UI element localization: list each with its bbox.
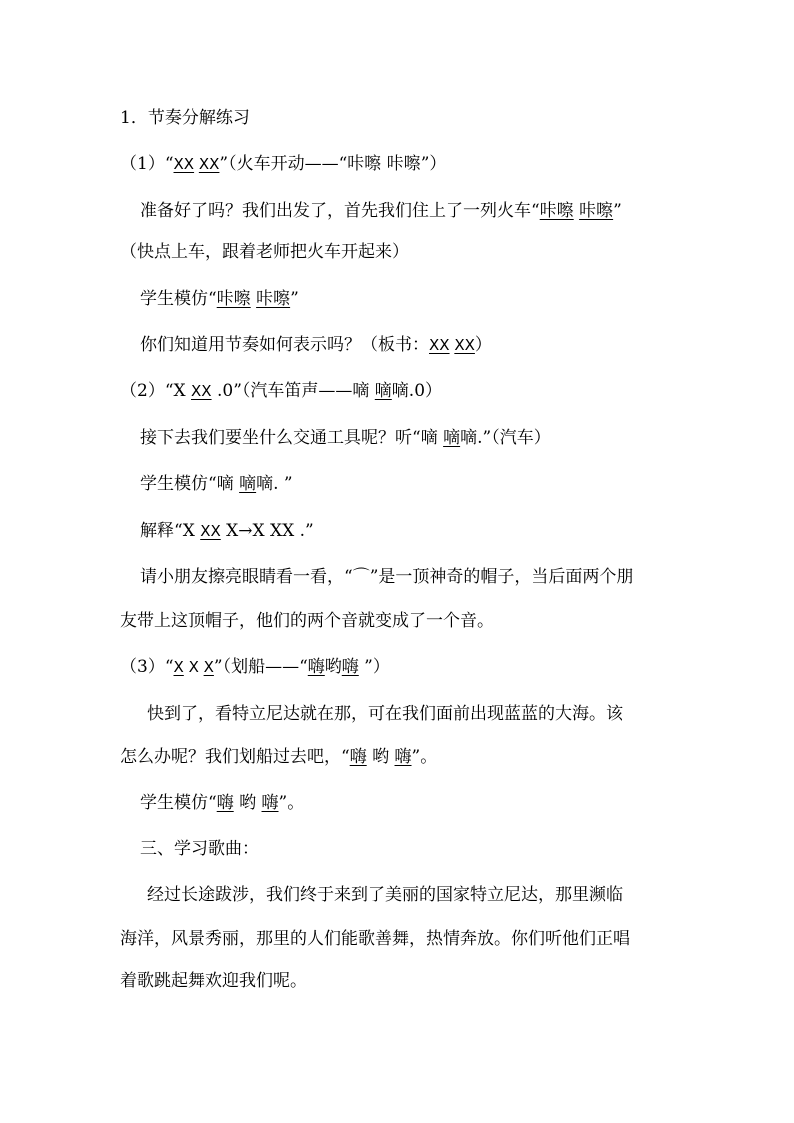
item-3-desc: ”（划船——“ — [213, 657, 308, 677]
paragraph-6-text: 解释“X — [140, 521, 201, 541]
underlined-rhythm: XX — [191, 382, 212, 400]
underlined-word: 嘀 — [443, 428, 461, 448]
paragraph-1 — [140, 200, 622, 222]
paragraph-3 — [140, 334, 492, 356]
item-2-label: （2）“X — [120, 381, 192, 401]
item-3-desc-end: ”） — [358, 657, 390, 677]
paragraph-6-end: X→X XX .” — [220, 521, 314, 541]
underlined-rhythm: X — [203, 658, 214, 676]
paragraph-1-text: 准备好了吗？我们出发了，首先我们住上了一列火车“ — [140, 201, 540, 221]
rhythm-a: XX — [173, 155, 195, 173]
paragraph-5-text: 学生模仿“嘀 — [140, 474, 240, 494]
item-1-desc: ”（火车开动——“咔嚓 咔嚓”） — [219, 154, 447, 174]
paragraph-8b-end: ”。 — [411, 747, 438, 767]
item-3 — [120, 656, 390, 678]
quote-close: ” — [290, 289, 299, 309]
paragraph-5-end: 嘀. ” — [256, 474, 293, 494]
paragraph-3-text: 你们知道用节奏如何表示吗？（板书： — [140, 335, 429, 355]
paragraph-5 — [140, 473, 293, 495]
paragraph-10c: 着歌跳起舞欢迎我们呢。 — [120, 971, 307, 991]
underlined-rhythm: XX — [200, 522, 221, 540]
paragraph-6 — [140, 520, 314, 542]
underlined-rhythm: X — [173, 658, 184, 676]
paragraph-10b: 海洋，风景秀丽，那里的人们能歌善舞，热情奔放。你们听他们正唱 — [120, 929, 630, 949]
quote-close: ” — [613, 201, 622, 221]
item-3-label: （3）“ — [120, 657, 174, 677]
item-2-desc: .0”（汽车笛声——嘀 — [211, 381, 375, 401]
item-1 — [120, 153, 446, 175]
underlined-word: 嗨 — [307, 657, 325, 677]
paragraph-4 — [140, 427, 551, 449]
paragraph-10a: 经过长途跋涉，我们终于来到了美丽的国家特立尼达，那里濒临 — [147, 885, 623, 905]
rhythm-b: XX — [198, 155, 220, 173]
paragraph-9 — [140, 792, 304, 814]
section-3-heading: 三、学习歌曲： — [140, 839, 259, 859]
paragraph-7a: 请小朋友擦亮眼睛看一看，“⌒”是一顶神奇的帽子，当后面两个朋 — [140, 567, 634, 587]
underlined-word: 咔嚓 — [539, 201, 574, 221]
item-3-word: 哟 — [324, 657, 342, 677]
section-heading: 1．节奏分解练习 — [120, 108, 250, 128]
paragraph-8a: 快到了，看特立尼达就在那，可在我们面前出现蓝蓝的大海。该 — [147, 704, 623, 724]
underlined-rhythm: XX — [454, 336, 475, 354]
item-1-label: （1）“ — [120, 154, 174, 174]
rhythm-middle: X — [183, 658, 204, 676]
paragraph-4-text: 接下去我们要坐什么交通工具呢？听“嘀 — [140, 428, 444, 448]
paragraph-4-end: 嘀.”（汽车） — [460, 428, 551, 448]
underlined-word: 嘀 — [374, 381, 392, 401]
paragraph-8b-word: 哟 — [366, 747, 395, 767]
underlined-word: 嗨 — [216, 793, 234, 813]
underlined-rhythm: XX — [429, 336, 450, 354]
paragraph-2 — [140, 288, 299, 310]
underlined-word: 咔嚓 — [256, 289, 291, 309]
underlined-word: 嗨 — [341, 657, 359, 677]
underlined-word: 嗨 — [261, 793, 279, 813]
underlined-word: 咔嚓 — [216, 289, 251, 309]
paragraph-2-text: 学生模仿“ — [140, 289, 217, 309]
underlined-word: 嗨 — [349, 747, 367, 767]
underlined-word: 咔嚓 — [579, 201, 614, 221]
paren-close: ） — [474, 335, 492, 355]
underlined-word: 嘀 — [239, 474, 257, 494]
paragraph-8b-text: 怎么办呢？我们划船过去吧，“ — [120, 747, 350, 767]
underlined-word: 嗨 — [394, 747, 412, 767]
item-2 — [120, 380, 442, 402]
item-2-desc-end: 嘀.0） — [391, 381, 443, 401]
paragraph-9-end: ”。 — [278, 793, 305, 813]
paragraph-9-word: 哟 — [233, 793, 262, 813]
paragraph-9-text: 学生模仿“ — [140, 793, 217, 813]
paragraph-7b: 友带上这顶帽子，他们的两个音就变成了一个音。 — [120, 611, 494, 631]
paragraph-1b: （快点上车，跟着老师把火车开起来） — [120, 242, 409, 262]
paragraph-8b — [120, 746, 437, 768]
